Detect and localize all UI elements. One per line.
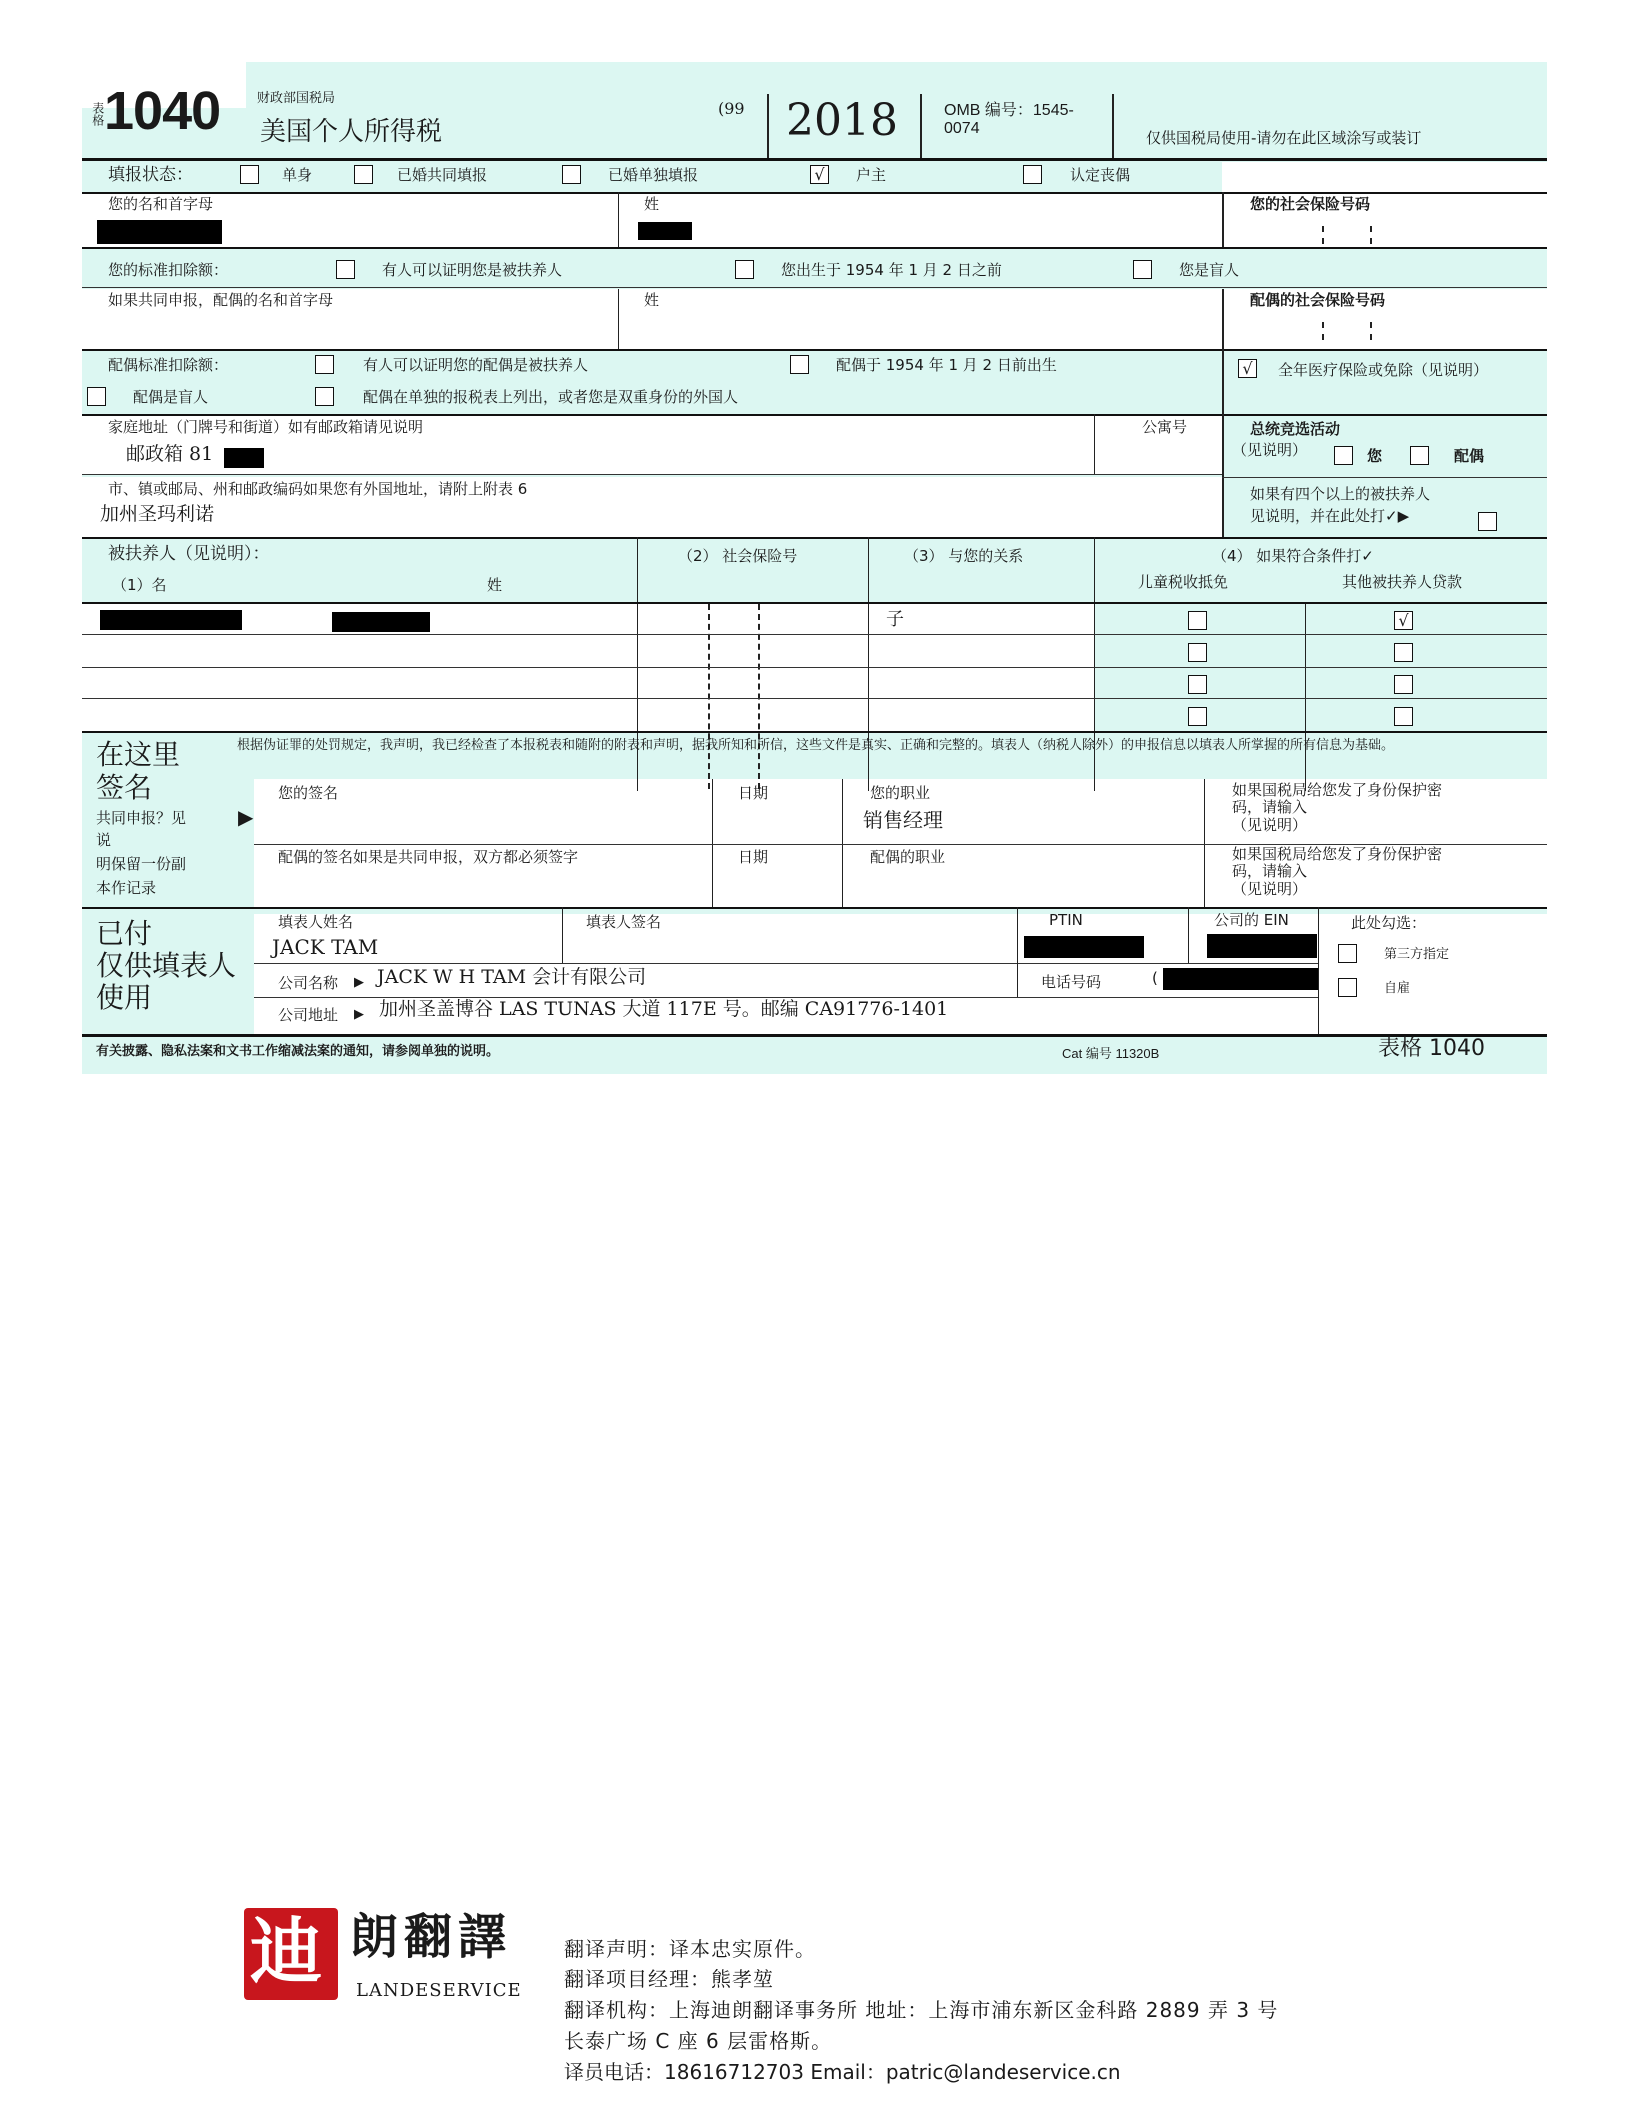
blind-label: 您是盲人 — [1179, 261, 1240, 279]
sign-joint-1: 共同申报？见 — [96, 809, 187, 827]
logo-char: 迪 — [250, 1909, 323, 1994]
filing-status-label: 填报状态： — [108, 165, 193, 185]
city-label: 市、镇或邮局、州和邮政编码如果您有外国地址，请附上附表 6 — [108, 480, 528, 498]
privacy-notice: 有关披露、隐私法案和文书工作缩减法案的通知，请参阅单独的说明。 — [96, 1044, 500, 1059]
logo-chars: 朗翻譯 — [350, 1909, 513, 1965]
spouse-blind-checkbox[interactable] — [87, 387, 106, 406]
spouse-born-before-label: 配偶于 1954 年 1 月 2 日前出生 — [836, 356, 1057, 374]
agency: 财政部国税局 — [257, 91, 336, 106]
std-deduction-label: 您的标准扣除额： — [108, 261, 229, 279]
sign-joint-2: 说 — [96, 831, 112, 849]
campaign-spouse-label: 配偶 — [1454, 447, 1485, 465]
dependents-col3: （3） 与您的关系 — [904, 547, 1024, 565]
dependents-col2: （2） 社会保险号 — [678, 547, 798, 565]
first-name-label: 您的名和首字母 — [108, 195, 214, 213]
dependent-2-other-credit-checkbox[interactable] — [1394, 643, 1413, 662]
phone-label: 电话号码 — [1041, 973, 1102, 991]
filing-hoh-checkbox[interactable]: √ — [810, 165, 829, 184]
self-employed-label: 自雇 — [1384, 981, 1411, 996]
occupation-label: 您的职业 — [870, 784, 931, 802]
spouse-dependent-label: 有人可以证明您的配偶是被扶养人 — [363, 356, 589, 374]
pin-note-1: 如果国税局给您发了身份保护密 — [1232, 781, 1443, 799]
form-label: 表格 — [90, 102, 105, 126]
spouse-date-label: 日期 — [738, 848, 769, 866]
dependent-4-other-credit-checkbox[interactable] — [1394, 707, 1413, 726]
firm-name-value: JACK W H TAM 会计有限公司 — [377, 966, 647, 988]
tax-year: 2018 — [786, 95, 898, 146]
third-party-checkbox[interactable] — [1338, 944, 1357, 963]
spouse-pin-note-1: 如果国税局给您发了身份保护密 — [1232, 845, 1443, 863]
form-1040 — [82, 62, 1547, 1074]
translation-line-2: 翻译项目经理：熊孝堃 — [564, 1967, 774, 1991]
date-label: 日期 — [738, 784, 769, 802]
redacted-phone — [1163, 968, 1318, 990]
firm-address-arrow-icon: ▶ — [354, 1007, 364, 1022]
apt-label: 公寓号 — [1142, 418, 1188, 436]
spouse-ssn-label: 配偶的社会保险号码 — [1250, 291, 1386, 309]
declaration-text: 根据伪证罪的处罚规定，我声明，我已经检查了本报税表和随附的附表和声明，据我所知和所信，这些文件是真实、正确和完整的。填表人（纳税人除外）的申报信息以填表人所掌握的所有信息为基础。 — [237, 738, 1395, 753]
filing-separate-label: 已婚单独填报 — [608, 166, 699, 184]
last-name-label: 姓 — [644, 195, 660, 213]
redacted-dependent-last — [332, 612, 430, 632]
redacted-dependent-first — [100, 610, 242, 630]
preparer-title-2: 仅供填表人 — [96, 949, 237, 982]
redacted-last-name — [638, 222, 692, 240]
third-party-label: 第三方指定 — [1384, 947, 1450, 962]
sign-title-2: 签名 — [96, 771, 153, 804]
preparer-signature-label: 填表人签名 — [586, 913, 662, 931]
spouse-dependent-checkbox[interactable] — [315, 355, 334, 374]
ssn-label: 您的社会保险号码 — [1250, 195, 1371, 213]
claimed-dependent-checkbox[interactable] — [336, 260, 355, 279]
dependent-2-child-credit-checkbox[interactable] — [1188, 643, 1207, 662]
more-dependents-checkbox[interactable] — [1478, 512, 1497, 531]
dependents-note-1: 如果有四个以上的被扶养人 — [1250, 485, 1431, 503]
campaign-spouse-checkbox[interactable] — [1410, 446, 1429, 465]
filing-widow-checkbox[interactable] — [1023, 165, 1042, 184]
ein-label: 公司的 EIN — [1214, 911, 1289, 929]
spouse-occupation-label: 配偶的职业 — [870, 848, 946, 866]
health-coverage-checkbox[interactable]: √ — [1238, 359, 1257, 378]
redacted-first-name — [97, 220, 222, 244]
translation-line-3: 翻译机构：上海迪朗翻译事务所 地址：上海市浦东新区金科路 2889 弄 3 号 — [564, 1998, 1279, 2022]
pin-note-2: 码，请输入 — [1232, 798, 1308, 816]
dependents-note-2: 见说明，并在此处打✓▶ — [1250, 507, 1410, 525]
sign-joint-4: 本作记录 — [96, 879, 157, 897]
firm-name-label: 公司名称 — [278, 974, 339, 992]
translation-logo — [244, 1908, 338, 2000]
dependents-col4a: 儿童税收抵免 — [1138, 573, 1229, 591]
filing-single-label: 单身 — [282, 166, 313, 184]
form-code: (99 — [718, 99, 745, 118]
blind-checkbox[interactable] — [1133, 260, 1152, 279]
sign-arrow-icon: ▶ — [238, 805, 254, 829]
ptin-label: PTIN — [1049, 911, 1083, 929]
dependent-1-child-credit-checkbox[interactable] — [1188, 611, 1207, 630]
spouse-signature-label: 配偶的签名如果是共同申报，双方都必须签字 — [278, 848, 579, 866]
preparer-title-1: 已付 — [96, 917, 153, 950]
dependents-col1-last: 姓 — [487, 576, 503, 594]
filing-separate-checkbox[interactable] — [562, 165, 581, 184]
city-value: 加州圣玛利诺 — [100, 503, 215, 525]
spouse-first-name-label: 如果共同申报，配偶的名和首字母 — [108, 291, 334, 309]
filing-joint-label: 已婚共同填报 — [397, 166, 488, 184]
campaign-title: 总统竞选活动 — [1250, 420, 1341, 438]
redacted-ein — [1207, 934, 1317, 958]
address-label: 家庭地址（门牌号和街道）如有邮政箱请见说明 — [108, 418, 424, 436]
filing-hoh-label: 户主 — [856, 166, 887, 184]
dependent-1-other-credit-checkbox[interactable]: √ — [1394, 611, 1413, 630]
dependents-col4: （4） 如果符合条件打✓ — [1212, 547, 1374, 565]
sign-title-1: 在这里 — [96, 738, 181, 771]
firm-address-label: 公司地址 — [278, 1006, 339, 1024]
spouse-pin-note-3: （见说明） — [1232, 880, 1308, 898]
firm-address-value: 加州圣盖博谷 LAS TUNAS 大道 117E 号。邮编 CA91776-1401 — [379, 998, 949, 1020]
translation-line-4: 长泰广场 C 座 6 层雷格斯。 — [564, 2029, 833, 2053]
footer-form-number: 表格 1040 — [1378, 1036, 1485, 1061]
phone-paren: ( — [1152, 969, 1158, 987]
spouse-itemizes-label: 配偶在单独的报税表上列出，或者您是双重身份的外国人 — [363, 388, 739, 406]
born-before-label: 您出生于 1954 年 1 月 2 日之前 — [781, 261, 1002, 279]
translation-line-1: 翻译声明：译本忠实原件。 — [564, 1937, 816, 1961]
omb-number: OMB 编号：1545-0074 — [944, 102, 1074, 138]
campaign-you-checkbox[interactable] — [1334, 446, 1353, 465]
redacted-ptin — [1024, 936, 1144, 958]
preparer-title-3: 使用 — [96, 981, 153, 1014]
dependent-1-relationship: 子 — [886, 609, 904, 630]
spouse-deduction-label: 配偶标准扣除额： — [108, 356, 229, 374]
claimed-dependent-label: 有人可以证明您是被扶养人 — [382, 261, 563, 279]
spouse-pin-note-2: 码，请输入 — [1232, 862, 1308, 880]
dependents-col4b: 其他被扶养人贷款 — [1342, 573, 1463, 591]
form-title: 美国个人所得税 — [260, 117, 443, 147]
redacted-address — [224, 448, 264, 468]
campaign-note: （见说明） — [1232, 441, 1308, 459]
irs-use-only: 仅供国税局使用-请勿在此区域涂写或装订 — [1146, 129, 1422, 147]
sign-joint-3: 明保留一份副 — [96, 855, 187, 873]
filing-single-checkbox[interactable] — [240, 165, 259, 184]
occupation-value: 销售经理 — [863, 808, 943, 832]
dependent-3-other-credit-checkbox[interactable] — [1394, 675, 1413, 694]
white-strip — [1222, 162, 1547, 192]
your-signature-label: 您的签名 — [278, 784, 339, 802]
spouse-itemizes-checkbox[interactable] — [315, 387, 334, 406]
check-here-label: 此处勾选： — [1351, 914, 1427, 932]
pin-note-3: （见说明） — [1232, 816, 1308, 834]
translation-line-5: 译员电话：18616712703 Email：patric@landeservice.cn — [564, 2060, 1121, 2084]
spouse-blind-label: 配偶是盲人 — [133, 388, 209, 406]
dependents-col1: （1）名 — [112, 576, 167, 594]
dependent-4-child-credit-checkbox[interactable] — [1188, 707, 1207, 726]
filing-widow-label: 认定丧偶 — [1070, 166, 1131, 184]
dependents-label: 被扶养人（见说明）： — [108, 544, 270, 564]
campaign-you-label: 您 — [1367, 447, 1383, 465]
firm-name-arrow-icon: ▶ — [354, 975, 364, 990]
preparer-name-value: JACK TAM — [272, 935, 379, 959]
dependent-3-child-credit-checkbox[interactable] — [1188, 675, 1207, 694]
born-before-checkbox[interactable] — [735, 260, 754, 279]
preparer-name-label: 填表人姓名 — [278, 913, 354, 931]
filing-joint-checkbox[interactable] — [354, 165, 373, 184]
health-coverage-label: 全年医疗保险或免除（见说明） — [1278, 361, 1489, 379]
logo-english: LANDESERVICE — [356, 1980, 522, 2001]
cat-number: Cat 编号 11320B — [1062, 1046, 1160, 1061]
self-employed-checkbox[interactable] — [1338, 978, 1357, 997]
address-value: 邮政箱 81 — [126, 443, 214, 465]
spouse-born-before-checkbox[interactable] — [790, 355, 809, 374]
spouse-last-name-label: 姓 — [644, 291, 660, 309]
form-number: 1040 — [104, 81, 221, 141]
